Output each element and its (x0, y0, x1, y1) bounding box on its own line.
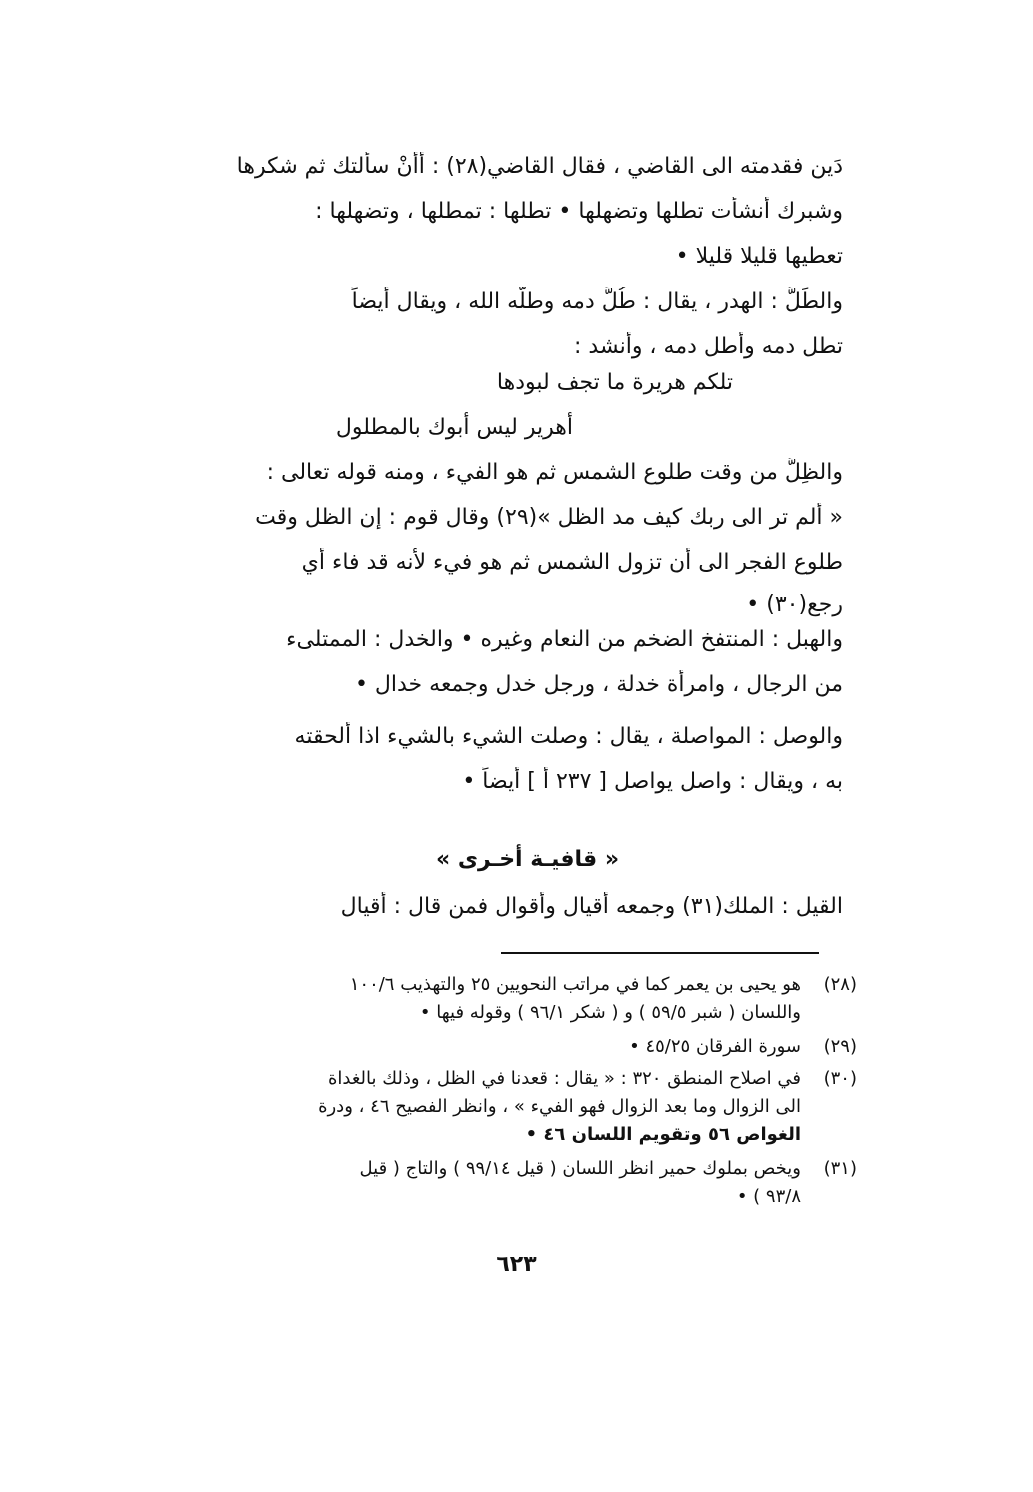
page-number: ٦٢٣ (496, 1252, 537, 1277)
body-line: وشبرك أنشأت تطلها وتضهلها • تطلها : تمطلها ، وتضهلها : (315, 199, 843, 224)
footnote-number: (٢٩) (823, 1036, 857, 1057)
verse-line-1: تلكم هريرة ما تجف لبودها (496, 370, 733, 395)
body-line: والظِلُّ من وقت طلوع الشمس ثم هو الفيء ، ومنه قوله تعالى : (266, 460, 843, 485)
footnote-number: (٣١) (823, 1158, 857, 1179)
body-line: والهبل : المنتفخ الضخم من النعام وغيره • والخدل : الممتلىء (286, 627, 843, 652)
footnote-divider (501, 952, 819, 954)
footnote-line: هو يحيى بن يعمر كما في مراتب النحويين ٢٥ والتهذيب ١٠٠/٦ (349, 974, 801, 995)
body-line: من الرجال ، وامرأة خدلة ، ورجل خدل وجمعه خدال • (354, 672, 843, 697)
body-line: والوصل : المواصلة ، يقال : وصلت الشيء بالشيء اذا ألحقته (294, 724, 843, 749)
footnote-line: الى الزوال وما بعد الزوال فهو الفيء » ، وانظر الفصيح ٤٦ ، ودرة (318, 1096, 801, 1117)
body-line: القيل : الملك(٣١) وجمعه أقيال وأقوال فمن قال : أقيال (340, 894, 843, 919)
section-heading: « قافيـة أخـرى » (435, 847, 620, 872)
footnote-number: (٣٠) (823, 1068, 857, 1089)
body-line: « ألم تر الى ربك كيف مد الظل »(٢٩) وقال قوم : إن الظل وقت (255, 505, 843, 530)
body-line: رجع(٣٠) • (746, 592, 843, 617)
footnote-number: (٢٨) (823, 974, 857, 995)
body-line: تعطيها قليلا قليلا • (675, 244, 843, 269)
footnote-line: في اصلاح المنطق ٣٢٠ : « يقال : قعدنا في الظل ، وذلك بالغداة (327, 1068, 801, 1089)
body-line: تطل دمه وأطل دمه ، وأنشد : (574, 334, 843, 359)
footnote-line: واللسان ( شبر ٥٩/٥ ) و ( شكر ٩٦/١ ) وقوله فيها • (419, 1002, 801, 1023)
footnote-line: الغواص ٥٦ وتقويم اللسان ٤٦ • (525, 1124, 801, 1145)
body-line: دَين فقدمته الى القاضي ، فقال القاضي(٢٨) : أأَنْ سألتك ثم شكرها (236, 154, 843, 179)
footnote-line: سورة الفرقان ٤٥/٢٥ • (629, 1036, 801, 1057)
footnote-line: ٩٣/٨ ) • (736, 1186, 801, 1207)
body-line: طلوع الفجر الى أن تزول الشمس ثم هو فيء لأنه قد فاء أي (301, 550, 843, 575)
body-line: والطَلُّ : الهدر ، يقال : طُلَّ دمه وطلَّه الله ، ويقال أيضاً (351, 289, 843, 314)
body-line: به ، ويقال : واصل يواصل [ ٢٣٧ أ ] أيضاً • (462, 769, 843, 794)
verse-line-2: أهرير ليس أبوك بالمطلول (335, 415, 573, 440)
footnote-line: ويخص بملوك حمير انظر اللسان ( قيل ٩٩/١٤ ) والتاج ( قيل (359, 1158, 801, 1179)
